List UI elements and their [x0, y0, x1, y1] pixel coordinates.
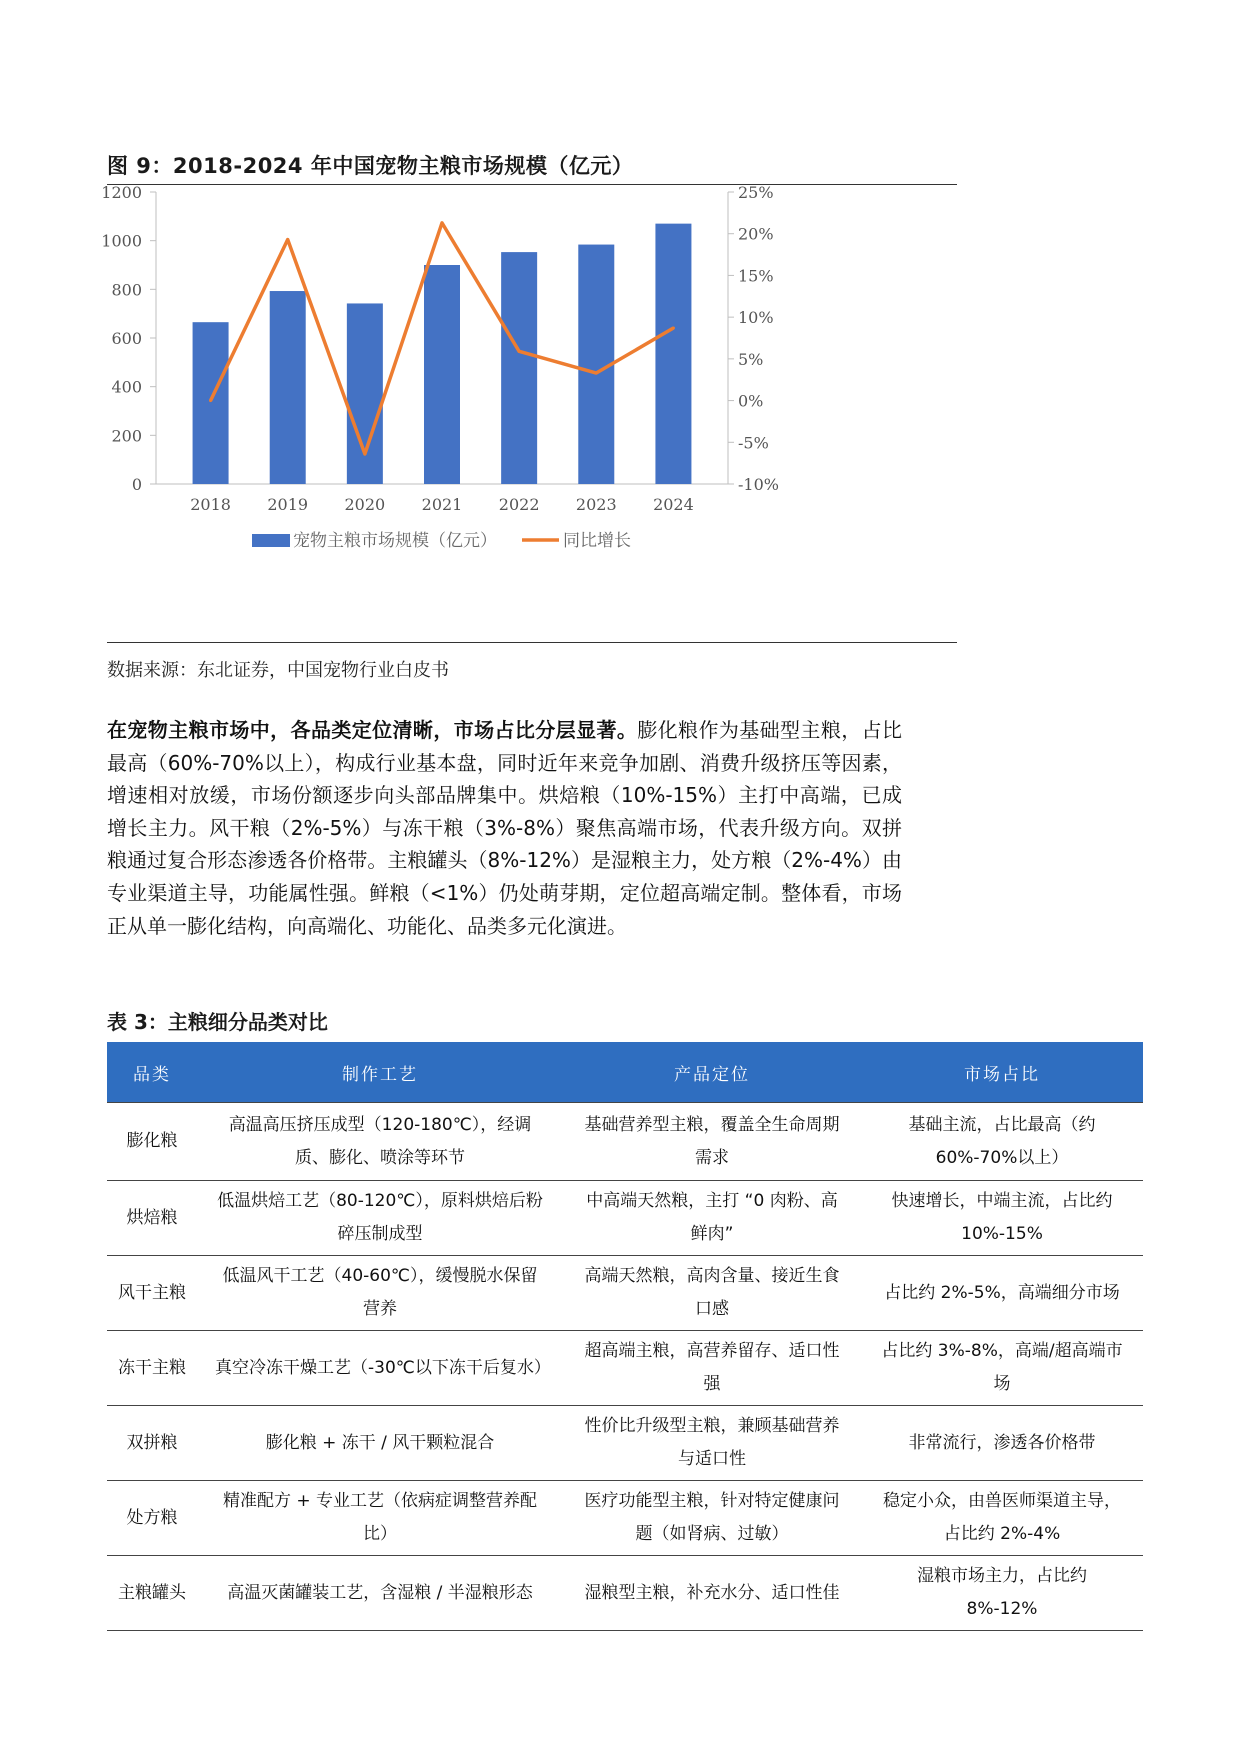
x-axis-tick-label: 2023: [575, 495, 617, 514]
header-positioning: 产品定位: [563, 1042, 861, 1103]
x-axis-tick-label: 2019: [267, 495, 309, 514]
table-row: [107, 1481, 1143, 1556]
row-category: 双拼粮: [107, 1406, 197, 1481]
row-positioning: 超高端主粮，高营养留存、适口性强: [563, 1331, 861, 1406]
growth-point-2022: [518, 350, 521, 353]
bar-2020: [347, 303, 383, 484]
table-row: [107, 1331, 1143, 1406]
right-axis-tick-label: 10%: [738, 308, 774, 328]
row-market-share: 基础主流，占比最高（约 60%-70%以上）: [861, 1103, 1143, 1181]
row-positioning: 中高端天然粮，主打 “0 肉粉、高鲜肉”: [563, 1181, 861, 1256]
legend-line-label: 同比增长: [563, 531, 631, 551]
figure-bottom-rule: [107, 642, 957, 643]
legend-bar-label: 宠物主粮市场规模（亿元）: [293, 531, 497, 551]
table-row: [107, 1181, 1143, 1256]
right-axis-tick-label: -10%: [738, 475, 779, 494]
header-market-share: 市场占比: [861, 1042, 1143, 1103]
paragraph-lead: 在宠物主粮市场中，各品类定位清晰，市场占比分层显著。: [107, 718, 638, 742]
row-market-share: 非常流行，渗透各价格带: [861, 1406, 1143, 1481]
body-paragraph: [107, 714, 902, 942]
left-axis-tick-label: 600: [111, 329, 142, 348]
row-market-share: 湿粮市场主力，占比约 8%-12%: [861, 1556, 1143, 1631]
row-category: 膨化粮: [107, 1103, 197, 1181]
left-axis-tick-label: 0: [131, 475, 142, 494]
left-axis-tick-label: 400: [111, 377, 142, 397]
row-positioning: 性价比升级型主粮，兼顾基础营养与适口性: [563, 1406, 861, 1481]
growth-point-2021: [441, 221, 444, 224]
left-axis-tick-label: 1000: [101, 231, 142, 251]
market-size-chart: [101, 183, 827, 636]
row-process: 低温风干工艺（40-60℃），缓慢脱水保留营养: [197, 1256, 563, 1331]
table-row: [107, 1103, 1143, 1181]
growth-point-2019: [286, 238, 289, 241]
x-axis-tick-label: 2024: [653, 495, 694, 514]
header-category: 品类: [107, 1042, 197, 1103]
table-row: [107, 1556, 1143, 1631]
table-row: [107, 1256, 1143, 1331]
right-axis-tick-label: 15%: [738, 266, 774, 286]
row-process: 真空冷冻干燥工艺（-30℃以下冻干后复水）: [197, 1331, 563, 1406]
bar-2018: [193, 322, 229, 484]
bar-2021: [424, 265, 460, 484]
row-category: 冻干主粮: [107, 1331, 197, 1406]
growth-point-2024: [672, 326, 675, 329]
row-positioning: 基础营养型主粮，覆盖全生命周期需求: [563, 1103, 861, 1181]
left-axis-tick-label: 800: [111, 280, 142, 300]
header-process: 制作工艺: [197, 1042, 563, 1103]
row-category: 主粮罐头: [107, 1556, 197, 1631]
x-axis-tick-label: 2021: [421, 495, 463, 514]
row-market-share: 占比约 3%-8%，高端/超高端市场: [861, 1331, 1143, 1406]
x-axis-tick-label: 2022: [498, 495, 540, 514]
growth-point-2018: [209, 399, 212, 402]
legend-bar-swatch: [252, 534, 290, 547]
row-positioning: 湿粮型主粮，补充水分、适口性佳: [563, 1556, 861, 1631]
row-process: 低温烘焙工艺（80-120℃），原料烘焙后粉碎压制成型: [197, 1181, 563, 1256]
row-process: 高温高压挤压成型（120-180℃），经调质、膨化、喷涂等环节: [197, 1103, 563, 1181]
row-process: 高温灭菌罐装工艺，含湿粮 / 半湿粮形态: [197, 1556, 563, 1631]
figure-top-rule: [107, 184, 957, 185]
table-row: [107, 1406, 1143, 1481]
row-market-share: 占比约 2%-5%，高端细分市场: [861, 1256, 1143, 1331]
data-source-note: 数据来源：东北证券，中国宠物行业白皮书: [107, 660, 449, 681]
right-axis-tick-label: -5%: [738, 433, 769, 453]
growth-point-2023: [595, 372, 598, 375]
category-comparison-table: [107, 1042, 1143, 1631]
bar-2024: [655, 224, 691, 484]
bar-2019: [270, 291, 306, 484]
paragraph-body: 膨化粮作为基础型主粮，占比最高（60%-70%以上），构成行业基本盘，同时近年来竞争加剧、消费升级挤压等因素，增速相对放缓，市场份额逐步向头部品牌集中。烘焙粮（10%-15%）主打中高端，已成增长主力。风干粮（2%-5%）与冻干粮（3%-8%）聚焦高端市场，代表升级方向。双拼粮通过复合形态渗透各价格带。主粮罐头（8%-12%）是湿粮主力，处方粮（2%-4%）由专业渠道主导，功能属性强。鲜粮（<1%）仍处萌芽期，定位超高端定制。整体看，市场正从单一膨化结构，向高端化、功能化、品类多元化演进。: [107, 718, 903, 938]
x-axis-tick-label: 2018: [190, 495, 231, 514]
x-axis-tick-label: 2020: [344, 495, 386, 514]
right-axis-tick-label: 20%: [738, 224, 774, 244]
right-axis-tick-label: 25%: [738, 183, 774, 202]
row-category: 烘焙粮: [107, 1181, 197, 1256]
row-category: 处方粮: [107, 1481, 197, 1556]
figure-title: 图 9：2018-2024 年中国宠物主粮市场规模（亿元）: [107, 154, 634, 178]
row-market-share: 稳定小众，由兽医师渠道主导，占比约 2%-4%: [861, 1481, 1143, 1556]
table-title: 表 3：主粮细分品类对比: [107, 1010, 328, 1034]
right-axis-tick-label: 5%: [738, 349, 764, 369]
row-process: 膨化粮 + 冻干 / 风干颗粒混合: [197, 1406, 563, 1481]
growth-point-2020: [363, 452, 366, 455]
row-positioning: 高端天然粮，高肉含量、接近生食口感: [563, 1256, 861, 1331]
bar-2022: [501, 252, 537, 484]
table-header-row: [107, 1042, 1143, 1103]
right-axis-tick-label: 0%: [738, 391, 764, 411]
row-category: 风干主粮: [107, 1256, 197, 1331]
row-market-share: 快速增长，中端主流，占比约 10%-15%: [861, 1181, 1143, 1256]
row-process: 精准配方 + 专业工艺（依病症调整营养配比）: [197, 1481, 563, 1556]
left-axis-tick-label: 1200: [101, 183, 142, 202]
row-positioning: 医疗功能型主粮，针对特定健康问题（如肾病、过敏）: [563, 1481, 861, 1556]
left-axis-tick-label: 200: [111, 426, 142, 446]
